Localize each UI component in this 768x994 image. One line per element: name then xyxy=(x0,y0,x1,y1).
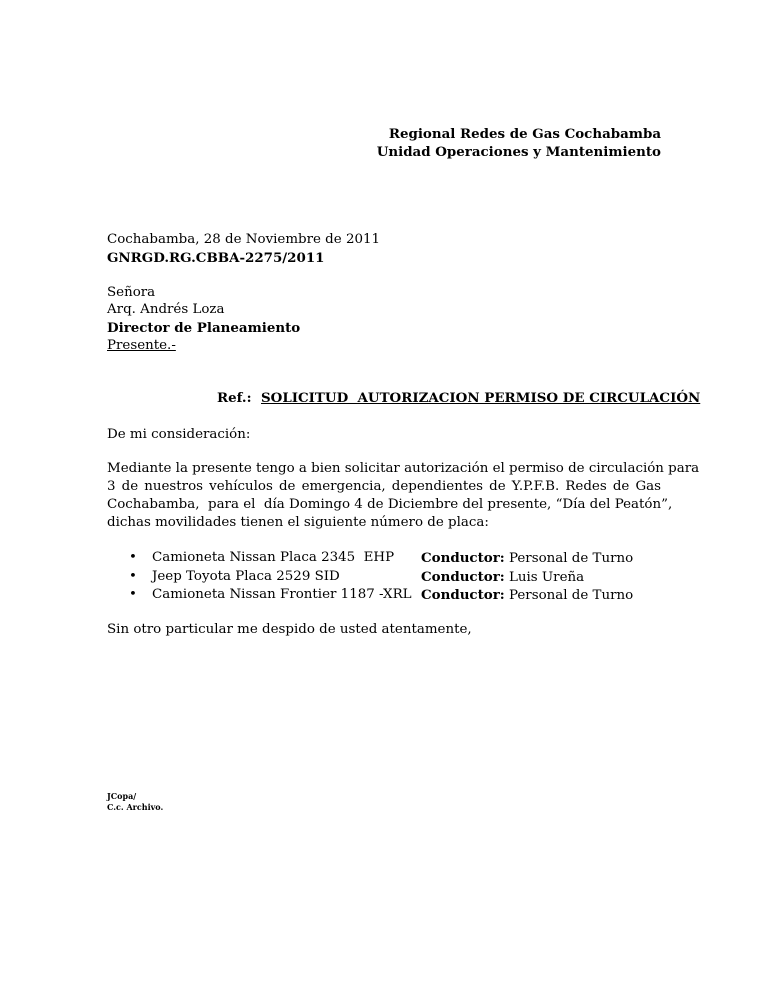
driver-name: Personal de Turno xyxy=(508,551,634,566)
closing-line: Sin otro particular me despido de usted atentamente, xyxy=(107,622,472,637)
driver-info xyxy=(421,549,633,568)
greeting: De mi consideración: xyxy=(107,427,251,442)
header-organization: Regional Redes de Gas Cochabamba xyxy=(388,126,661,142)
vehicle-description: Camioneta Nissan Placa 2345 EHP xyxy=(152,550,395,565)
driver-name: Personal de Turno xyxy=(508,588,634,603)
ref-label: Ref.: xyxy=(217,390,252,406)
driver-info xyxy=(421,586,633,605)
footer-cc: C.c. Archivo. xyxy=(107,802,164,812)
date-line: Cochabamba, 28 de Noviembre de 2011 xyxy=(107,232,381,247)
recipient-presente: Presente.- xyxy=(107,338,176,353)
reference-code: GNRGD.RG.CBBA-2275/2011 xyxy=(107,250,325,266)
vehicle-list-item xyxy=(107,549,667,567)
body-paragraph xyxy=(107,460,700,532)
driver-label: Conductor: xyxy=(421,569,505,585)
body-line: Mediante la presente tengo a bien solicitar autorización el permiso de circulación para xyxy=(107,461,700,476)
body-line: dichas movilidades tienen el siguiente número de placa: xyxy=(107,515,489,530)
driver-name: Luis Ureña xyxy=(508,570,585,585)
recipient-name: Arq. Andrés Loza xyxy=(107,302,225,317)
recipient-title: Director de Planeamiento xyxy=(107,320,301,336)
vehicle-description: Camioneta Nissan Frontier 1187 -XRL xyxy=(152,587,412,602)
driver-info xyxy=(421,568,584,587)
ref-subject: SOLICITUD AUTORIZACION PERMISO DE CIRCULACIÓN xyxy=(261,390,701,406)
vehicle-list-item xyxy=(107,586,667,604)
recipient-salutation: Señora xyxy=(107,285,156,300)
bullet-icon: • xyxy=(129,550,137,565)
header-unit: Unidad Operaciones y Mantenimiento xyxy=(376,144,661,160)
body-line: 3 de nuestros vehículos de emergencia, dependientes de Y.P.F.B. Redes de Gas xyxy=(107,479,661,494)
driver-label: Conductor: xyxy=(421,587,505,603)
vehicle-description: Jeep Toyota Placa 2529 SID xyxy=(152,569,340,584)
bullet-icon: • xyxy=(129,587,137,602)
driver-label: Conductor: xyxy=(421,550,505,566)
vehicle-list-item xyxy=(107,568,667,586)
bullet-icon: • xyxy=(129,569,137,584)
footer-initials: JCopa/ xyxy=(107,791,137,801)
body-line: Cochabamba, para el día Domingo 4 de Diciembre del presente, “Día del Peatón”, xyxy=(107,497,673,512)
